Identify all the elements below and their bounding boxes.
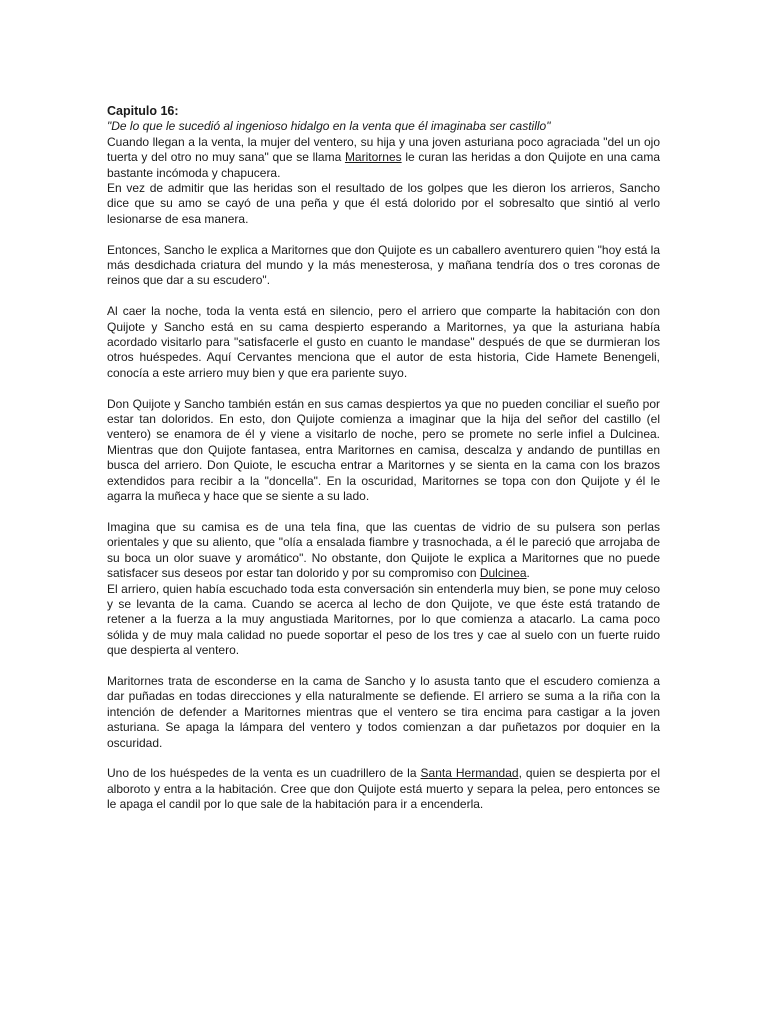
chapter-subtitle: "De lo que le sucedió al ingenioso hidalgo en la venta que él imaginaba ser castillo" bbox=[107, 119, 551, 134]
paragraph-6-text-a: Imagina que su camisa es de una tela fina, que las cuentas de vidrio de su pulsera son perlas orientales y que su aliento, que "olía a ensalada fiambre y trasnochada, a él le pareció que arrojaba de su boca un olor suave y aromático". No obstante, don Quijote le explica a Maritornes que no puede satisfacer sus deseos por estar tan dolorido y por su compromiso con bbox=[107, 519, 660, 581]
paragraph-1 bbox=[107, 135, 660, 181]
chapter-heading: Capitulo 16: bbox=[107, 104, 179, 118]
maritornes-link[interactable]: Maritornes bbox=[344, 150, 402, 165]
paragraph-7: El arriero, quien había escuchado toda esta conversación sin entenderla muy bien, se pone muy celoso y se levanta de la cama. Cuando se acerca al lecho de don Quijote, ve que éste está tratando de retener a la fuerza a la muy angustiada Maritornes, por lo que comienza a atacarlo. La cama poco sólida y de muy mala calidad no puede soportar el peso de los tres y cae al suelo con un fuerte ruido que despierta al ventero. bbox=[107, 581, 660, 658]
santa-hermandad-link[interactable]: Santa Hermandad bbox=[420, 766, 519, 781]
paragraph-9 bbox=[107, 766, 660, 812]
paragraph-gap bbox=[107, 659, 660, 674]
paragraph-6 bbox=[107, 520, 660, 582]
paragraph-9-text-b: , quien se despierta por el alboroto y entra a la habitación. Cree que don Quijote está muerto y separa la pelea, pero entonces se le apaga el candil por lo que sale de la habitación para ir a encenderla. bbox=[107, 766, 660, 812]
paragraph-6-text-b: . bbox=[526, 566, 530, 581]
paragraph-4: Al caer la noche, toda la venta está en silencio, pero el arriero que comparte la habitación con don Quijote y Sancho está en su cama despierto esperando a Maritornes, ya que la asturiana había acordado visitarlo para "satisfacerle el gusto en cuanto le mandase" después de que se durmieran los otros huéspedes. Aquí Cervantes menciona que el autor de esta historia, Cide Hamete Benengeli, conocía a este arriero muy bien y que era pariente suyo. bbox=[107, 304, 660, 380]
paragraph-1-text-b: le curan las heridas a don Quijote en una cama bastante incómoda y chapucera. bbox=[107, 150, 660, 180]
paragraph-gap bbox=[107, 381, 660, 396]
paragraph-5: Don Quijote y Sancho también están en sus camas despiertos ya que no pueden conciliar el sueño por estar tan doloridos. En esto, don Quijote comienza a imaginar que la hija del señor del castillo (el ventero) se enamora de él y viene a visitarlo de noche, pero se promete no serle infiel a Dulcinea. Mientras que don Quijote fantasea, entra Maritornes en camisa, descalza y andando de puntillas en busca del arriero. Don Quiote, le escucha entrar a Maritornes y se sienta en la cama con los brazos extendidos para recibir a la "doncella". En la oscuridad, Maritornes se topa con don Quijote y él le agarra la muñeca y hace que se siente a su lado. bbox=[107, 396, 660, 504]
dulcinea-link[interactable]: Dulcinea bbox=[479, 566, 527, 581]
paragraph-1-text-a: Cuando llegan a la venta, la mujer del ventero, su hija y una joven asturiana poco agraciada "del un ojo tuerta y del otro no muy sana" que se llama bbox=[107, 134, 660, 165]
paragraph-gap bbox=[107, 227, 660, 242]
paragraph-2: En vez de admitir que las heridas son el resultado de los golpes que les dieron los arrieros, Sancho dice que su amo se cayó de una peña y que él está dolorido por el sobresalto que sintió al verlo lesionarse de esa manera. bbox=[107, 181, 660, 226]
paragraph-gap bbox=[107, 751, 660, 766]
paragraph-3: Entonces, Sancho le explica a Maritornes que don Quijote es un caballero aventurero quien "hoy está la más desdichada criatura del mundo y la más menesterosa, y mañana tendría dos o tres coronas de reinos que dar a su escudero". bbox=[107, 242, 660, 288]
paragraph-gap bbox=[107, 505, 660, 520]
paragraph-9-text-a: Uno de los huéspedes de la venta es un cuadrillero de la bbox=[107, 766, 421, 781]
document-body bbox=[107, 104, 660, 813]
paragraph-8: Maritornes trata de esconderse en la cama de Sancho y lo asusta tanto que el escudero comienza a dar puñadas en todas direcciones y ella naturalmente se defiende. El arriero se suma a la riña con la intención de defender a Maritornes mientras que el ventero se tira encima para castigar a la joven asturiana. Se apaga la lámpara del ventero y todos comienzan a dar puñetazos por doquier en la oscuridad. bbox=[107, 673, 660, 750]
paragraph-gap bbox=[107, 289, 660, 304]
